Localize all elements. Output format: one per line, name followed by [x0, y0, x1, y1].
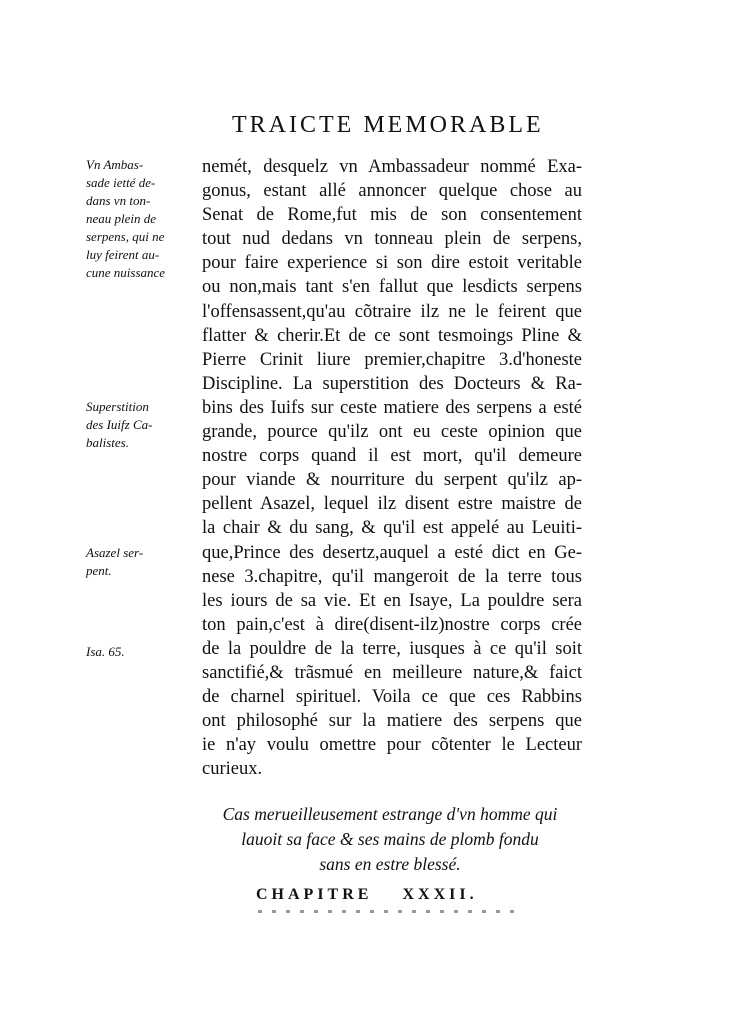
caption-line: Cas merueilleusement estrange d'vn homme qui [222, 804, 558, 824]
margin-note-line: balistes. [86, 435, 129, 450]
caption-line: sans en estre blessé. [319, 854, 461, 874]
text-line: pour viande & nourriture du serpent qu'ilz ap- [202, 470, 582, 491]
text-line: de charnel spirituel. Voila ce que ces Rabbins [202, 687, 582, 708]
text-line: gonus, estant allé annoncer quelque chose au [202, 181, 582, 202]
text-line: pellent Asazel, lequel ilz disent estre maistre de [202, 494, 582, 515]
text-line: la chair & du sang, & qu'il est appelé au Leuiti- [202, 518, 582, 539]
text-line: grande, pource qu'ilz ont eu ceste opinion que [202, 422, 582, 443]
text-line: l'offensassent,qu'au cõtraire ilz ne le feirent que [202, 301, 582, 322]
margin-note-line: luy feirent au- [86, 247, 160, 262]
chapter-heading [256, 886, 586, 904]
margin-note-line: pent. [86, 563, 112, 578]
margin-note-line: neau plein de [86, 211, 157, 226]
text-line: nostre corps quand il est mort, qu'il demeure [202, 446, 582, 467]
text-line: ont philosophé sur la matiere des serpens que [202, 711, 582, 732]
caption-line: lauoit sa face & ses mains de plomb fondu [241, 829, 539, 849]
margin-note-ambassade [86, 156, 196, 282]
text-line: ie n'ay voulu omettre pour cõtenter le Lecteur [202, 735, 582, 756]
text-line: Discipline. La superstition des Docteurs & Ra- [202, 373, 582, 394]
bleed-through-marks [258, 910, 523, 913]
margin-note-line: serpens, qui ne [86, 229, 165, 244]
margin-note-superstition [86, 398, 196, 452]
text-line: tout nud dedans vn tonneau plein de serpens, [202, 229, 582, 250]
text-line: de la pouldre de la terre, iusques à ce qu'il soit [202, 638, 582, 659]
margin-note-line: Isa. 65. [86, 644, 125, 659]
text-line: nemét, desquelz vn Ambassadeur nommé Exa- [202, 157, 582, 177]
text-line: pour faire experience si son dire estoit veritable [202, 253, 582, 274]
chapter-number: XXXII. [402, 886, 478, 903]
text-line: les iours de sa vie. Et en Isaye, La pouldre sera [202, 590, 582, 611]
text-line: Pierre Crinit liure premier,chapitre 3.d'honeste [202, 349, 582, 370]
margin-note-asazel [86, 544, 196, 580]
text-line: ou non,mais tant s'en fallut que lesdicts serpens [202, 277, 582, 298]
running-title: TRAICTE MEMORABLE [232, 112, 544, 138]
text-line: nese 3.chapitre, qu'il mangeroit de la terre tous [202, 566, 582, 587]
margin-note-line: sade ietté de- [86, 175, 156, 190]
body-text [202, 155, 582, 781]
text-line: curieux. [202, 759, 263, 780]
text-line: Senat de Rome,fut mis de son consentement [202, 205, 582, 226]
margin-note-line: Vn Ambas- [86, 157, 144, 172]
text-line: sanctifié,& trãsmué en meilleure nature,& faict [202, 662, 582, 683]
margin-note-line: Superstition [86, 399, 149, 414]
margin-note-line: cune nuissance [86, 265, 166, 280]
margin-note-line: Asazel ser- [86, 545, 144, 560]
margin-note-line: des Iuifz Ca- [86, 417, 153, 432]
chapter-caption [190, 802, 590, 877]
chapter-word: CHAPITRE [256, 886, 373, 903]
text-line: bins des Iuifs sur ceste matiere des serpens a esté [202, 397, 582, 418]
text-line: que,Prince des desertz,auquel a esté dict en Ge- [202, 542, 582, 563]
margin-note-isaie [86, 643, 196, 661]
text-line: ton pain,c'est à dire(disent-ilz)nostre corps crée [202, 614, 582, 635]
text-line: flatter & cherir.Et de ce sont tesmoings Pline & [202, 325, 582, 346]
margin-note-line: dans vn ton- [86, 193, 151, 208]
